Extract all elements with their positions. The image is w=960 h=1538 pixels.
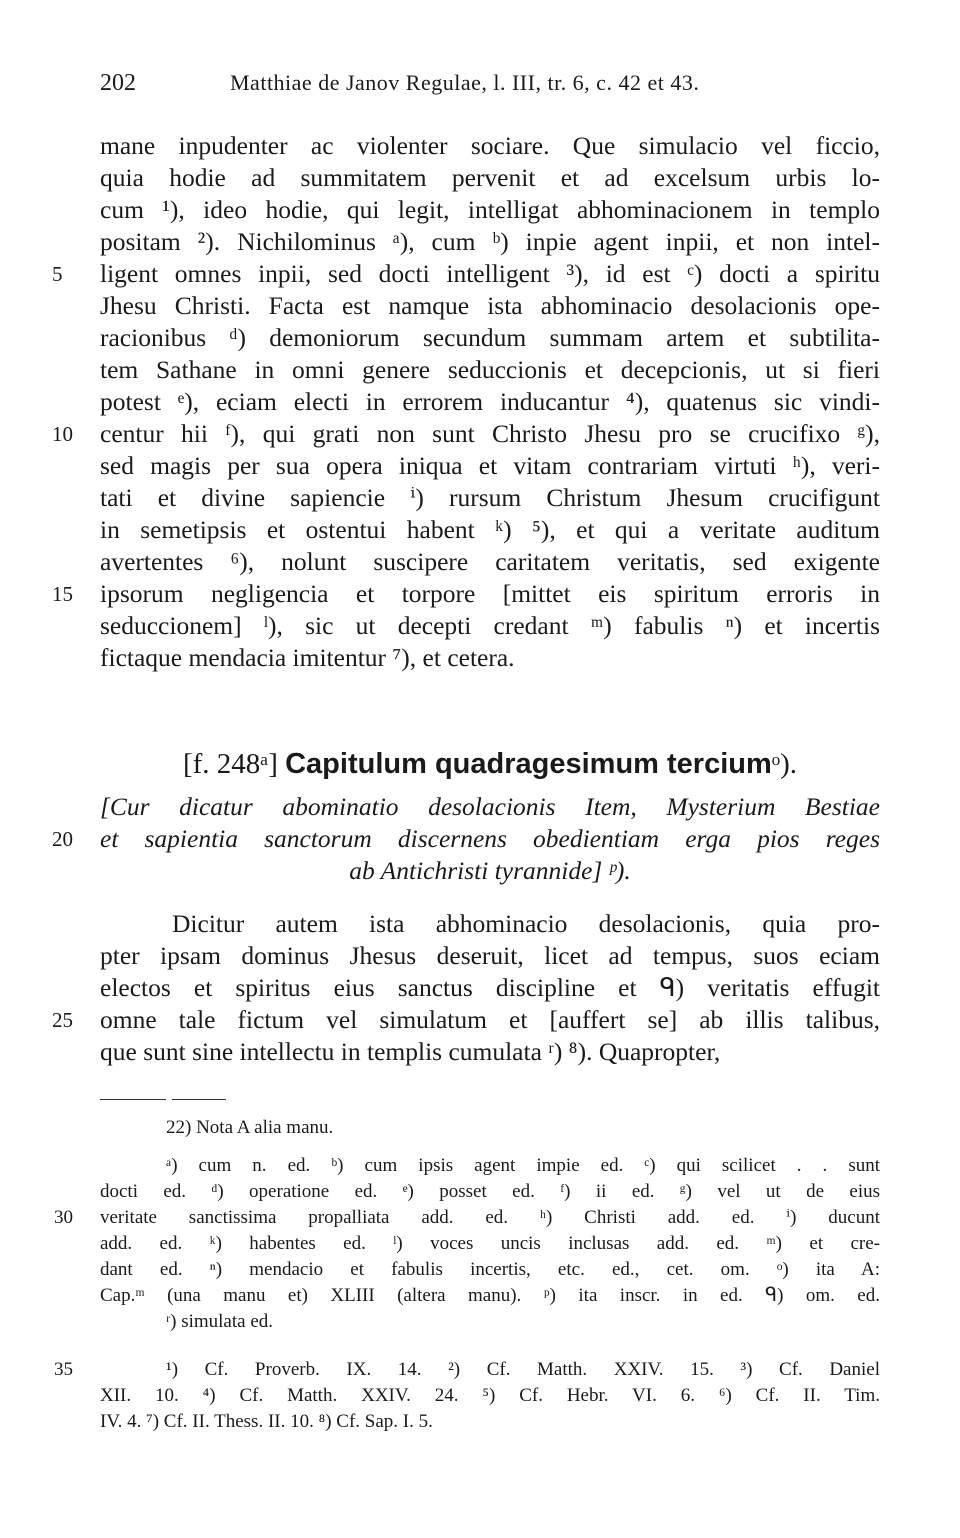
chapter-heading bbox=[100, 748, 880, 788]
text-line bbox=[100, 482, 880, 514]
line-text: que sunt sine intellectu in templis cumulata ʳ) ⁸). Quapropter, bbox=[100, 1037, 721, 1066]
text-line bbox=[100, 908, 880, 940]
text-line bbox=[100, 972, 880, 1004]
summary-line bbox=[100, 855, 880, 887]
line-text: tem Sathane in omni genere seduccionis et decepcionis, ut si fieri bbox=[100, 355, 880, 384]
line-text: seduccionem] ˡ), sic ut decepti credant ᵐ) fabulis ⁿ) et incertis bbox=[100, 611, 880, 640]
text-line bbox=[100, 322, 880, 354]
line-text: potest ᵉ), eciam electi in errorem inducantur ⁴), quatenus sic vindi- bbox=[100, 387, 880, 416]
line-text: in semetipsis et ostentui habent ᵏ) ⁵), et qui a veritate auditum bbox=[100, 515, 880, 544]
text-line bbox=[52, 578, 880, 610]
text-line bbox=[100, 354, 880, 386]
line-number: 10 bbox=[52, 422, 73, 446]
text-line bbox=[100, 290, 880, 322]
page-header bbox=[100, 70, 880, 106]
footnote-line bbox=[54, 1205, 880, 1231]
text-line bbox=[100, 514, 880, 546]
line-text: racionibus ᵈ) demoniorum secundum summam artem et subtilita- bbox=[100, 323, 880, 352]
line-text: ʳ) simulata ed. bbox=[166, 1311, 274, 1332]
footnote-line bbox=[100, 1409, 880, 1435]
line-text: Jhesu Christi. Facta est namque ista abhominacio desolacionis ope- bbox=[100, 291, 880, 320]
text-line bbox=[100, 1036, 880, 1068]
line-text: centur hii ᶠ), qui grati non sunt Christo Jhesu pro se crucifixo ᵍ), bbox=[100, 419, 880, 448]
text-line bbox=[100, 450, 880, 482]
text-line bbox=[52, 418, 880, 450]
line-text: [Cur dicatur abominatio desolacionis Item, Mysterium Bestiae bbox=[100, 792, 880, 821]
source-footnotes bbox=[54, 1357, 880, 1435]
text-line bbox=[100, 194, 880, 226]
line-number: 15 bbox=[52, 582, 73, 606]
text-line bbox=[100, 162, 880, 194]
line-text: tati et divine sapiencie ⁱ) rursum Christum Jhesum crucifigunt bbox=[100, 483, 880, 512]
text-line bbox=[100, 940, 880, 972]
text-line bbox=[100, 386, 880, 418]
footnote-head-block bbox=[100, 1115, 880, 1141]
page-number: 202 bbox=[100, 70, 136, 96]
footnote-line bbox=[100, 1231, 880, 1257]
footnote-line bbox=[54, 1357, 880, 1383]
line-text: Dicitur autem ista abhominacio desolacionis, quia pro- bbox=[172, 909, 880, 938]
footnote-line bbox=[100, 1153, 880, 1179]
line-text: XII. 10. ⁴) Cf. Matth. XXIV. 24. ⁵) Cf. Hebr. VI. 6. ⁶) Cf. II. Tim. bbox=[100, 1385, 880, 1406]
line-text: cum ¹), ideo hodie, qui legit, intelligat abhominacionem in templo bbox=[100, 195, 880, 224]
line-text: avertentes ⁶), nolunt suscipere caritatem veritatis, sed exigente bbox=[100, 547, 880, 576]
line-text: docti ed. ᵈ) operatione ed. ᵉ) posset ed. ᶠ) ii ed. ᵍ) vel ut de eius bbox=[100, 1181, 880, 1202]
line-text: quia hodie ad summitatem pervenit et ad excelsum urbis lo- bbox=[100, 163, 880, 192]
line-text: ab Antichristi tyrannide] ᵖ). bbox=[349, 856, 631, 885]
text-line bbox=[100, 226, 880, 258]
line-text: fictaque mendacia imitentur ⁷), et cetera. bbox=[100, 643, 515, 672]
line-text: ipsorum negligencia et torpore [mittet eis spiritum erroris in bbox=[100, 579, 880, 608]
chapter-note-mark: ᵒ). bbox=[771, 748, 798, 780]
line-text: sed magis per sua opera iniqua et vitam contrariam virtuti ʰ), veri- bbox=[100, 451, 880, 480]
body-text-2 bbox=[52, 908, 880, 1068]
line-text: positam ²). Nichilominus ᵃ), cum ᵇ) inpie agent inpii, et non intel- bbox=[100, 227, 880, 256]
line-text: mane inpudenter ac violenter sociare. Que simulacio vel ficcio, bbox=[100, 131, 880, 160]
line-text: add. ed. ᵏ) habentes ed. ˡ) voces uncis inclusas add. ed. ᵐ) et cre- bbox=[100, 1233, 880, 1254]
summary-line bbox=[52, 823, 880, 855]
text-line bbox=[100, 610, 880, 642]
running-title: Matthiae de Janov Regulae, l. III, tr. 6, c. 42 et 43. bbox=[230, 70, 700, 95]
chapter-title: Capitulum quadragesimum tercium bbox=[285, 748, 772, 780]
line-number: 5 bbox=[52, 262, 63, 286]
line-text: et sapientia sanctorum discernens obedientiam erga pios reges bbox=[100, 824, 880, 853]
line-number: 35 bbox=[54, 1359, 73, 1380]
text-line bbox=[52, 258, 880, 290]
summary-line bbox=[100, 791, 880, 823]
critical-footnotes bbox=[54, 1153, 880, 1335]
line-text: dant ed. ⁿ) mendacio et fabulis incertis, etc. ed., cet. om. ᵒ) ita A: bbox=[100, 1259, 880, 1280]
line-text: ¹) Cf. Proverb. IX. 14. ²) Cf. Matth. XXIV. 15. ³) Cf. Daniel bbox=[166, 1359, 880, 1380]
line-number: 30 bbox=[54, 1207, 73, 1228]
footnote-rule-2 bbox=[172, 1099, 226, 1100]
line-text: electos et spiritus eius sanctus discipline et ᑫ) veritatis effugit bbox=[100, 973, 880, 1002]
text-line bbox=[100, 546, 880, 578]
footnote-line bbox=[100, 1179, 880, 1205]
footnote-line bbox=[100, 1283, 880, 1309]
text-line bbox=[52, 1004, 880, 1036]
line-text: veritate sanctissima propalliata add. ed. ʰ) Christi add. ed. ⁱ) ducunt bbox=[100, 1207, 880, 1228]
line-number: 20 bbox=[52, 827, 73, 851]
footnote-line bbox=[100, 1309, 880, 1335]
line-text: pter ipsam dominus Jhesus deseruit, licet ad tempus, suos eciam bbox=[100, 941, 880, 970]
line-text: IV. 4. ⁷) Cf. II. Thess. II. 10. ⁸) Cf. Sap. I. 5. bbox=[100, 1411, 433, 1432]
line-text: ᵃ) cum n. ed. ᵇ) cum ipsis agent impie ed. ᶜ) qui scilicet . . sunt bbox=[166, 1155, 880, 1176]
line-number: 25 bbox=[52, 1008, 73, 1032]
footnote-head: 22) Nota A alia manu. bbox=[166, 1117, 334, 1138]
line-text: ligent omnes inpii, sed docti intelligent ³), id est ᶜ) docti a spiritu bbox=[100, 259, 880, 288]
footnote-line bbox=[100, 1257, 880, 1283]
line-text: omne tale fictum vel simulatum et [auffert se] ab illis talibus, bbox=[100, 1005, 880, 1034]
footnote-rule bbox=[100, 1099, 166, 1100]
text-line bbox=[100, 642, 880, 674]
folio-ref: [f. 248ᵃ] bbox=[182, 748, 278, 780]
line-text: Cap.ᵐ (una manu et) XLIII (altera manu). ᵖ) ita inscr. in ed. ᑫ) om. ed. bbox=[100, 1285, 880, 1306]
text-line bbox=[100, 130, 880, 162]
chapter-summary bbox=[52, 791, 880, 887]
body-text-1 bbox=[52, 130, 880, 674]
footnote-line bbox=[100, 1383, 880, 1409]
